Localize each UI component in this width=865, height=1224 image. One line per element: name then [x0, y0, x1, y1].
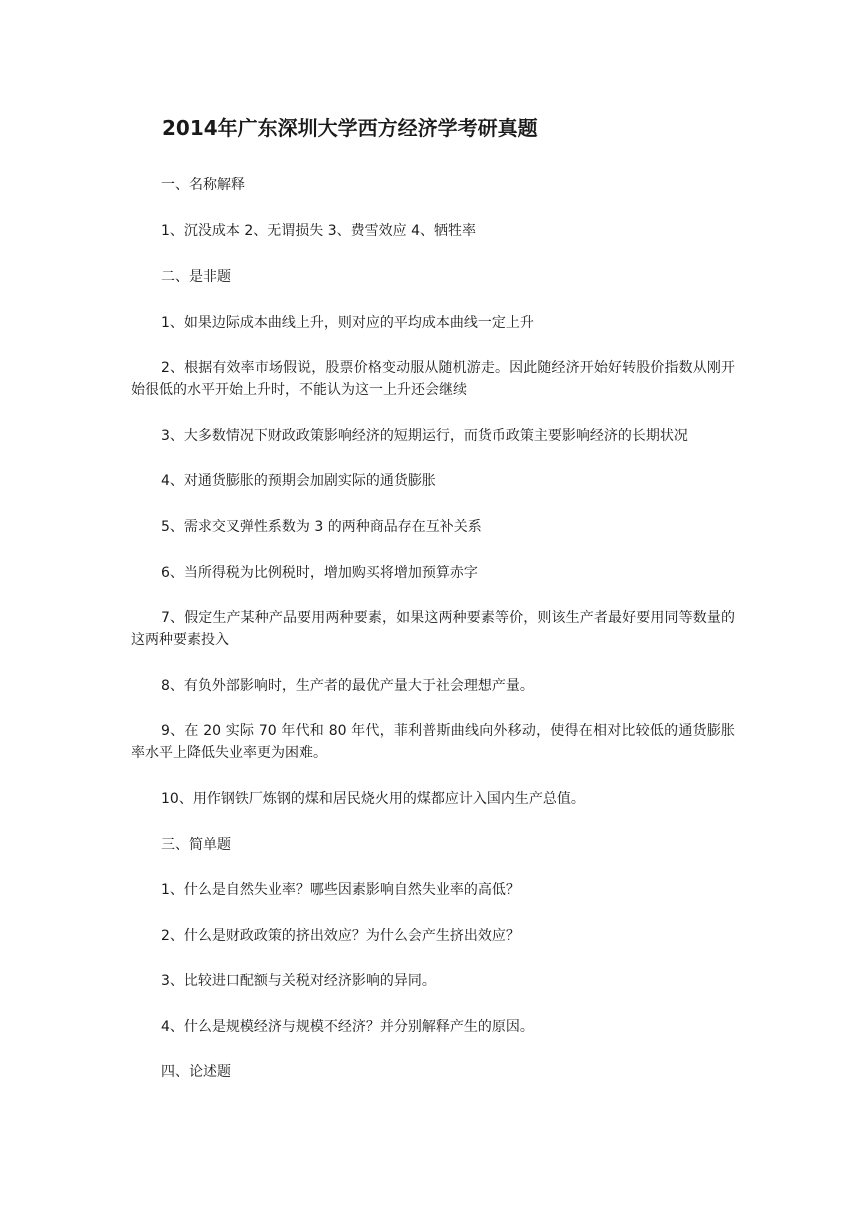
- true-false-item-8: 8、有负外部影响时，生产者的最优产量大于社会理想产量。: [161, 678, 534, 694]
- true-false-item-2: 2、根据有效率市场假说，股票价格变动服从随机游走。因此随经济开始好转股价指数从刚开始很低的水平开始上升时，不能认为这一上升还会继续: [131, 360, 735, 398]
- true-false-item-1: 1、如果边际成本曲线上升，则对应的平均成本曲线一定上升: [161, 315, 534, 331]
- short-answer-item-2: 2、什么是财政政策的挤出效应？为什么会产生挤出效应？: [161, 928, 520, 944]
- true-false-item-3: 3、大多数情况下财政政策影响经济的短期运行，而货币政策主要影响经济的长期状况: [161, 428, 688, 444]
- true-false-item-7: 7、假定生产某种产品要用两种要素，如果这两种要素等价，则该生产者最好要用同等数量的这两种要素投入: [131, 610, 735, 648]
- section-heading-terms: 一、名称解释: [161, 177, 245, 193]
- true-false-item-6: 6、当所得税为比例税时，增加购买将增加预算赤字: [161, 565, 478, 581]
- true-false-item-4: 4、对通货膨胀的预期会加剧实际的通货膨胀: [161, 473, 436, 489]
- section-heading-true-false: 二、是非题: [161, 269, 231, 285]
- true-false-item-10: 10、用作钢铁厂炼钢的煤和居民烧火用的煤都应计入国内生产总值。: [161, 791, 585, 807]
- terms-list: 1、沉没成本 2、无谓损失 3、费雪效应 4、牺牲率: [161, 223, 476, 239]
- true-false-item-5: 5、需求交叉弹性系数为 3 的两种商品存在互补关系: [161, 519, 482, 535]
- short-answer-item-4: 4、什么是规模经济与规模不经济？并分别解释产生的原因。: [161, 1019, 534, 1035]
- short-answer-item-1: 1、什么是自然失业率？哪些因素影响自然失业率的高低？: [161, 882, 520, 898]
- section-heading-essay: 四、论述题: [161, 1064, 231, 1080]
- section-heading-short-answer: 三、简单题: [161, 837, 231, 853]
- document-title: 2014年广东深圳大学西方经济学考研真题: [162, 116, 538, 140]
- true-false-item-9: 9、在 20 实际 70 年代和 80 年代，菲利普斯曲线向外移动，使得在相对比较低的通货膨胀率水平上降低失业率更为困难。: [131, 723, 735, 761]
- short-answer-item-3: 3、比较进口配额与关税对经济影响的异同。: [161, 973, 436, 989]
